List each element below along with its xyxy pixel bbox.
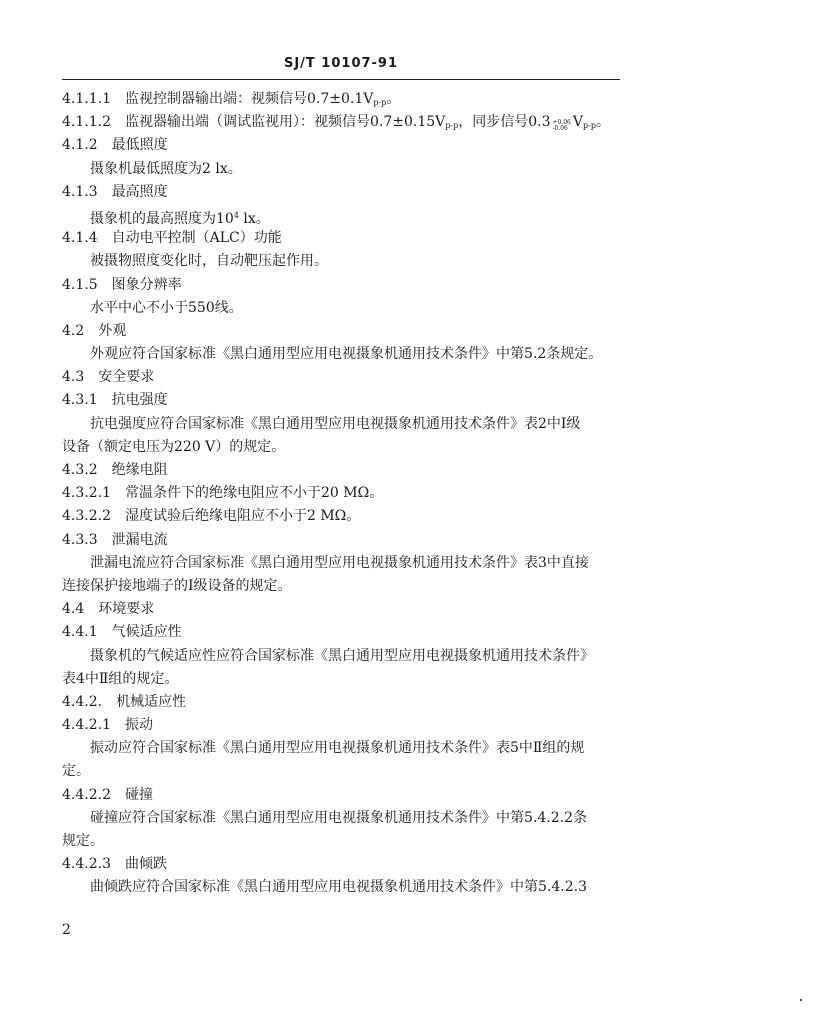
text-line [62, 181, 622, 204]
line-text: 监视器输出端（调试监视用）：视频信号0.7±0.15V [124, 114, 446, 131]
text-line [62, 505, 622, 528]
line-text: 摄象机的气候适应性应符合国家标准《黑白通用型应用电视摄象机通用技术条件》 [90, 647, 594, 664]
document-body [62, 88, 622, 900]
section-number: 4.1.4 [62, 230, 98, 247]
text-line [62, 876, 622, 899]
text-line [62, 575, 622, 598]
subscript: p-p [583, 121, 596, 131]
text-line [62, 459, 622, 482]
document-header: SJ/T 10107-91 [283, 56, 399, 71]
line-text: 泄漏电流 [111, 531, 168, 548]
line-text: 碰撞应符合国家标准《黑白通用型应用电视摄象机通用技术条件》中第5.4.2.2条 [90, 809, 587, 826]
text-line [62, 250, 622, 273]
line-text: 规定。 [62, 833, 104, 849]
text-line [62, 621, 622, 644]
text-line [62, 714, 622, 737]
text-line [62, 343, 622, 366]
section-number: 4.3.3 [62, 531, 98, 548]
text-line [62, 204, 622, 227]
section-number: 4.4.2.3 [62, 856, 111, 873]
line-text: 水平中心不小于550线。 [90, 299, 243, 316]
line-text-end: lx。 [238, 210, 270, 227]
text-line [62, 320, 622, 343]
line-text: 环境要求 [98, 601, 155, 618]
line-text-end: 。 [386, 91, 401, 107]
line-text: 设备（额定电压为220 V）的规定。 [62, 438, 286, 455]
line-text: 振动应符合国家标准《黑白通用型应用电视摄象机通用技术条件》表5中Ⅱ组的规 [90, 740, 585, 757]
section-number: 4.3.2 [62, 462, 98, 478]
line-text: 机械适应性 [116, 693, 187, 710]
line-text: 泄漏电流应符合国家标准《黑白通用型应用电视摄象机通用技术条件》表3中直接 [90, 554, 589, 571]
line-text: 安全要求 [98, 369, 155, 386]
text-line [62, 760, 622, 783]
section-number: 4.3.2.1 [62, 485, 111, 502]
line-text-end: 。 [595, 114, 610, 131]
text-line [62, 436, 622, 459]
line-text: 曲倾跌 [124, 856, 167, 873]
page-number: 2 [62, 922, 71, 938]
section-number: 4.1.1.1 [62, 91, 111, 107]
line-text: 摄象机的最高照度为10 [90, 210, 234, 227]
section-number: 4.3.2.2 [62, 508, 111, 525]
section-number: 4.1.3 [62, 183, 98, 200]
subscript: p-p [373, 98, 387, 107]
section-number: 4.1.2 [62, 137, 98, 154]
text-line [62, 668, 622, 691]
section-number: 4.3.1 [62, 392, 98, 409]
text-line [62, 413, 622, 436]
tolerance-lower: -0.06 [552, 125, 568, 133]
line-text: 曲倾跌应符合国家标准《黑白通用型应用电视摄象机通用技术条件》中第5.4.2.3 [90, 879, 587, 896]
text-line [62, 552, 622, 575]
line-text: 自动电平控制（ALC）功能 [111, 230, 282, 247]
line-text: 定。 [62, 763, 90, 780]
line-text: 表4中Ⅱ组的规定。 [62, 670, 179, 687]
section-number: 4.1.1.2 [62, 114, 111, 131]
line-text: 常温条件下的绝缘电阻应不小于20 MΩ。 [124, 485, 384, 502]
text-line [62, 853, 622, 876]
scan-speck [800, 999, 802, 1001]
text-line [62, 111, 622, 134]
line-text: 抗电强度应符合国家标准《黑白通用型应用电视摄象机通用技术条件》表2中Ⅰ级 [90, 415, 581, 432]
section-number: 4.3 [62, 369, 85, 386]
line-text: 外观 [98, 322, 127, 339]
text-line [62, 88, 622, 111]
text-line [62, 389, 622, 412]
tolerance-stack [552, 120, 570, 132]
subscript: p-p [445, 121, 459, 131]
line-text: 监视控制器输出端：视频信号0.7±0.1V [124, 91, 374, 107]
text-line [62, 274, 622, 297]
superscript: 4 [233, 210, 239, 220]
text-line [62, 830, 622, 853]
text-line [62, 737, 622, 760]
text-line [62, 529, 622, 552]
line-text: 抗电强度 [111, 392, 168, 409]
section-number: 4.4.1 [62, 624, 98, 641]
text-line [62, 645, 622, 668]
text-line [62, 366, 622, 389]
line-text: 气候适应性 [111, 624, 182, 641]
line-text-continued: ，同步信号0.3 [458, 114, 551, 131]
section-number: 4.4.2.1 [62, 717, 111, 734]
text-line [62, 227, 622, 250]
text-line [62, 807, 622, 830]
section-number: 4.4.2. [62, 693, 103, 710]
line-text: 被摄物照度变化时，自动靶压起作用。 [90, 253, 328, 270]
text-line [62, 297, 622, 320]
header-rule [62, 79, 620, 80]
tolerance-upper: +0.06 [552, 119, 571, 127]
unit-text: V [572, 114, 583, 131]
text-line [62, 598, 622, 621]
line-text: 最高照度 [111, 183, 168, 200]
line-text: 绝缘电阻 [111, 462, 168, 478]
section-number: 4.4 [62, 601, 85, 618]
text-line [62, 134, 622, 157]
text-line [62, 784, 622, 807]
text-line [62, 158, 622, 181]
line-text: 连接保护接地端子的Ⅰ级设备的规定。 [62, 577, 292, 594]
line-text: 图象分辨率 [111, 276, 182, 293]
line-text: 碰撞 [124, 786, 153, 803]
text-line [62, 691, 622, 714]
section-number: 4.2 [62, 322, 85, 339]
section-number: 4.1.5 [62, 276, 98, 293]
line-text: 外观应符合国家标准《黑白通用型应用电视摄象机通用技术条件》中第5.2条规定。 [90, 346, 603, 363]
line-text: 振动 [124, 717, 153, 734]
section-number: 4.4.2.2 [62, 786, 111, 803]
line-text: 湿度试验后绝缘电阻应不小于2 MΩ。 [124, 508, 361, 525]
line-text: 最低照度 [111, 137, 168, 154]
text-line [62, 482, 622, 505]
line-text: 摄象机最低照度为2 lx。 [90, 160, 242, 177]
